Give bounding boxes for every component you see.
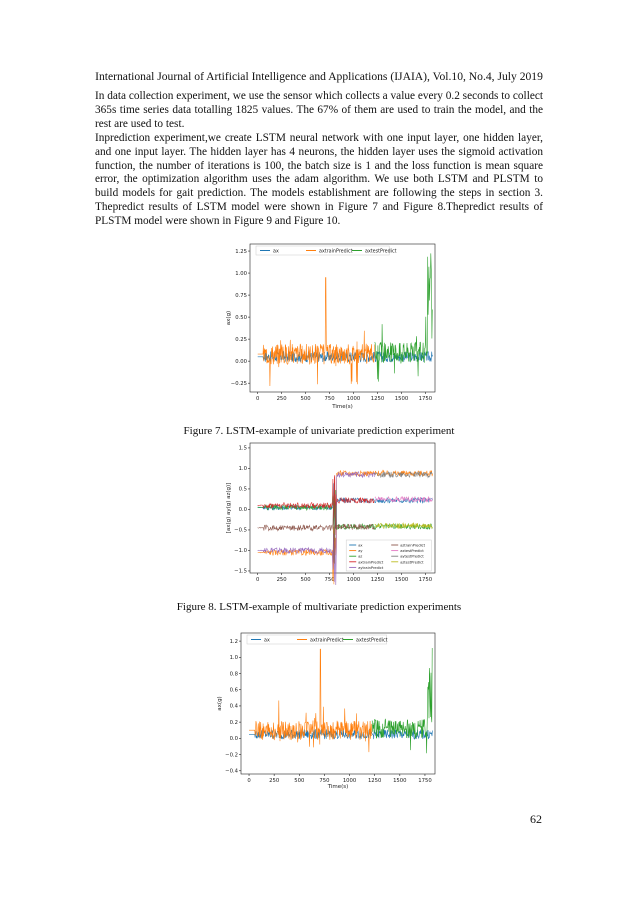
y-tick-label: −0.4 xyxy=(225,768,238,775)
legend-entry: axtestPredict xyxy=(356,638,388,644)
y-tick-label: 1.00 xyxy=(235,270,247,277)
y-tick-label: −0.5 xyxy=(234,527,247,534)
x-tick-label: 1750 xyxy=(418,396,433,402)
legend-entry: axtestPredict xyxy=(400,549,424,554)
x-tick-label: 0 xyxy=(255,396,260,402)
y-tick-label: −1.0 xyxy=(234,548,247,555)
y-tick-label: 0.5 xyxy=(238,486,247,493)
x-tick-label: 1750 xyxy=(418,577,433,583)
y-tick-label: 0.25 xyxy=(235,336,247,343)
x-tick-label: 750 xyxy=(324,577,335,583)
y-tick-label: 1.25 xyxy=(235,248,247,255)
figure-9-chart xyxy=(215,628,445,790)
y-tick-label: 1.0 xyxy=(238,466,247,473)
y-tick-label: 0.6 xyxy=(229,687,238,694)
x-tick-label: 1500 xyxy=(394,396,409,402)
y-tick-label: 0.00 xyxy=(235,358,247,365)
x-tick-label: 1000 xyxy=(342,778,357,784)
x-tick-label: 500 xyxy=(300,577,311,583)
figure-8-chart xyxy=(215,438,445,585)
x-tick-label: 500 xyxy=(300,396,311,402)
legend-entry: axtestPredict xyxy=(365,249,397,255)
legend-entry: axtrainPredict xyxy=(319,249,353,255)
x-axis-label: Time(s) xyxy=(332,404,353,410)
paragraph-2: Inprediction experiment,we create LSTM neural network with one input layer, one hidden layer, and one input layer. The hidden layer has 4 neurons, the hidden layer uses the sigmoid activation function, the number of iterations is 100, the batch size is 1 and the loss function is mean square error, the optimization algorithm uses the adam algorithm. We use both LSTM and PLSTM to build models for gait prediction. The models establishment are following the steps in section 3. Thepredict results of LSTM model were shown in Figure 7 and Figure 8.Thepredict results of PLSTM model were shown in Figure 9 and Figure 10. xyxy=(95,131,543,228)
legend xyxy=(256,246,397,255)
legend-entry: ax xyxy=(273,249,279,255)
y-axis-label: [ax(g) ay(g) az(g)] xyxy=(226,482,232,534)
y-tick-label: 0.0 xyxy=(229,736,238,743)
paragraph-1: In data collection experiment, we use the sensor which collects a value every 0.2 seconds to collect 365s time series data totalling 1825 values. The 67% of them are used to train the model, and the rest are used to test. xyxy=(95,90,543,130)
legend-entry: az xyxy=(358,554,363,559)
y-tick-label: 0.75 xyxy=(235,292,247,299)
figure-8-caption: Figure 8. LSTM-example of multivariate prediction experiments xyxy=(176,601,462,613)
y-tick-label: −0.25 xyxy=(230,380,247,387)
x-tick-label: 250 xyxy=(276,577,287,583)
page-number: 62 xyxy=(530,812,542,826)
legend-entry: axtrainPredict xyxy=(310,638,344,644)
x-tick-label: 250 xyxy=(269,778,280,784)
plot-frame xyxy=(241,633,435,774)
x-tick-label: 0 xyxy=(255,577,260,583)
y-tick-label: 0.2 xyxy=(229,719,238,726)
x-tick-label: 1500 xyxy=(394,577,409,583)
x-tick-label: 1250 xyxy=(370,396,385,402)
x-tick-label: 1500 xyxy=(393,778,407,784)
legend-entry: axtrainPredict xyxy=(358,560,384,565)
legend-entry: aztrainPredict xyxy=(400,543,426,548)
y-tick-label: −0.2 xyxy=(225,752,238,759)
x-tick-label: 1250 xyxy=(367,778,382,784)
plot-frame xyxy=(250,244,435,392)
x-tick-label: 1750 xyxy=(418,778,432,784)
legend xyxy=(346,540,431,571)
x-tick-label: 1000 xyxy=(346,396,361,402)
x-tick-label: 0 xyxy=(247,778,251,784)
legend-entry: aytrainPredict xyxy=(358,565,384,570)
legend-entry: ax xyxy=(264,638,270,644)
figure-7-chart xyxy=(215,238,445,410)
y-tick-label: 0.8 xyxy=(229,671,238,678)
x-tick-label: 1250 xyxy=(370,577,385,583)
y-tick-label: 0.4 xyxy=(229,703,238,710)
x-tick-label: 250 xyxy=(276,396,287,402)
x-tick-label: 500 xyxy=(294,778,305,784)
y-tick-label: 1.2 xyxy=(229,638,238,645)
y-tick-label: 1.5 xyxy=(238,445,247,452)
x-tick-label: 750 xyxy=(319,778,330,784)
body-text xyxy=(95,90,543,229)
legend-entry: aztestPredict xyxy=(400,560,424,565)
legend-entry: aytestPredict xyxy=(400,554,424,559)
y-tick-label: 1.0 xyxy=(229,655,238,662)
y-tick-label: −1.5 xyxy=(234,568,247,575)
figure-7-caption: Figure 7. LSTM-example of univariate prediction experiment xyxy=(183,425,455,437)
y-tick-label: 0.50 xyxy=(235,314,247,321)
legend-entry: ax xyxy=(358,543,363,548)
x-axis-label: Time(s) xyxy=(327,784,349,790)
x-tick-label: 750 xyxy=(324,396,335,402)
legend xyxy=(247,635,388,644)
legend-entry: ay xyxy=(358,549,363,554)
y-tick-label: 0.0 xyxy=(238,507,247,514)
y-axis-label: ax(g) xyxy=(226,310,232,326)
x-tick-label: 1000 xyxy=(346,577,361,583)
journal-header: International Journal of Artificial Intelligence and Applications (IJAIA), Vol.10, No.4, July 2019 xyxy=(95,70,543,83)
y-axis-label: ax(g) xyxy=(217,696,223,711)
